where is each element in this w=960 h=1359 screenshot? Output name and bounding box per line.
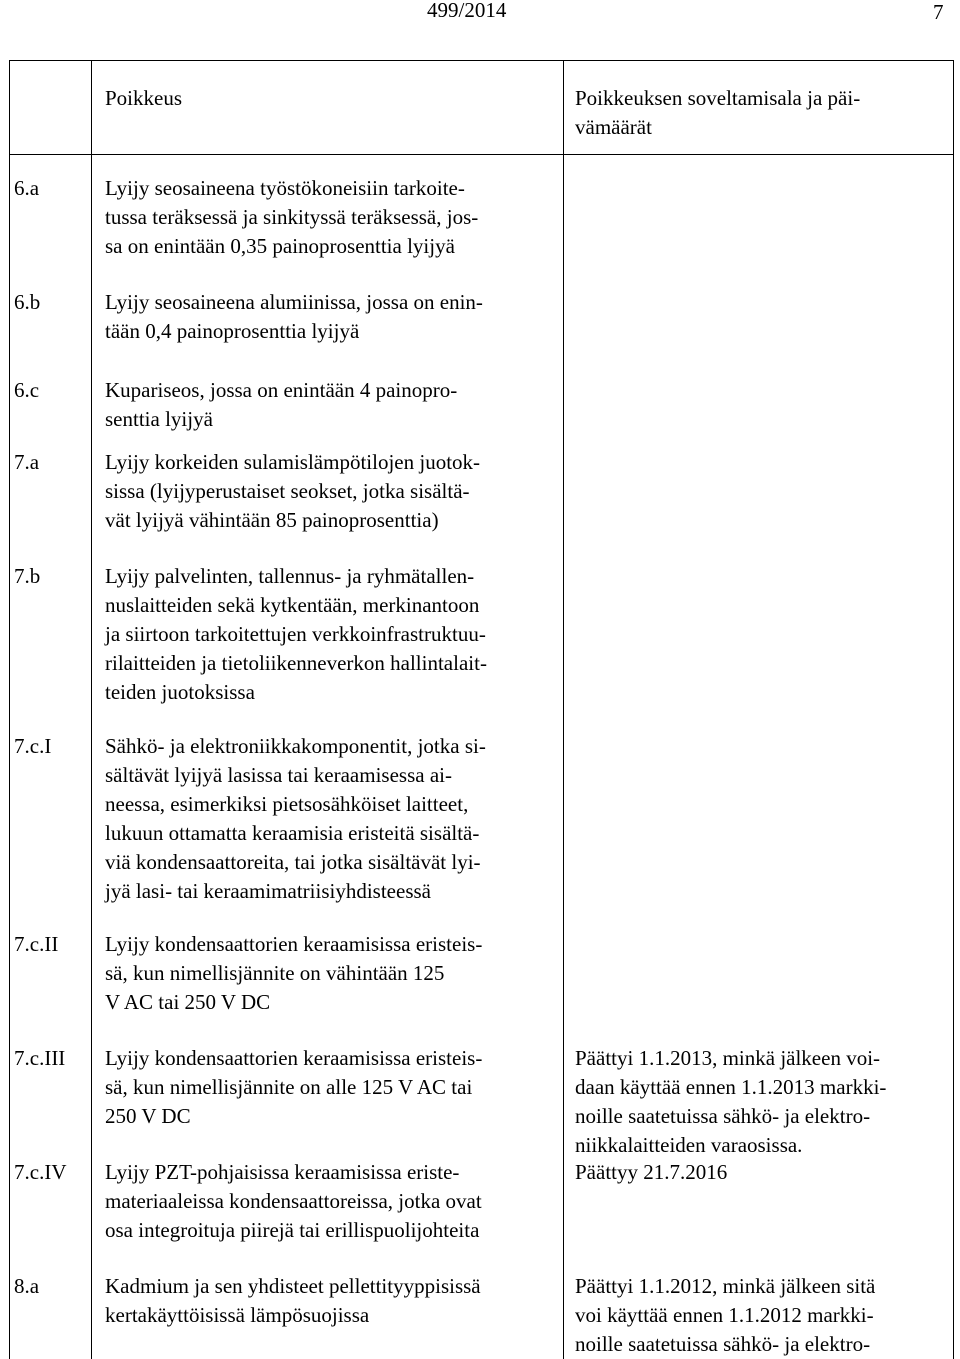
description-line: tään 0,4 painoprosenttia lyijyä [105, 319, 360, 343]
description-line: sä, kun nimellisjännite on alle 125 V AC tai [105, 1075, 473, 1099]
row-code: 6.b [14, 290, 41, 314]
row-description [105, 930, 550, 1017]
description-line: Lyijy seosaineena työstökoneisiin tarkoite- [105, 176, 465, 200]
description-line: Lyijy korkeiden sulamislämpötilojen juotok- [105, 450, 481, 474]
description-line: vät lyijyä vähintään 85 painoprosenttia) [105, 508, 439, 532]
row-description [105, 1044, 550, 1131]
document-number: 499/2014 [427, 0, 507, 22]
table-border-right [953, 60, 954, 1359]
row-code: 7.c.III [14, 1046, 66, 1070]
description-line: sä, kun nimellisjännite on vähintään 125 [105, 961, 445, 985]
description-line: Lyijy palvelinten, tallennus- ja ryhmätallen- [105, 564, 475, 588]
description-line: osa integroituja piirejä tai erillispuolijohteita [105, 1218, 480, 1242]
column-header-exception: Poikkeus [105, 86, 183, 110]
description-line: Kupariseos, jossa on enintään 4 painopro- [105, 378, 458, 402]
description-line: Sähkö- ja elektroniikkakomponentit, jotka si- [105, 734, 486, 758]
table-header-divider [9, 154, 954, 155]
row-description [105, 288, 550, 346]
column-header-scope-line: Poikkeuksen soveltamisala ja päi- [575, 86, 861, 110]
row-description [105, 562, 550, 707]
row-code: 6.a [14, 176, 40, 200]
description-line: Kadmium ja sen yhdisteet pellettityyppisissä [105, 1274, 481, 1298]
description-line: Lyijy kondensaattorien keraamisissa eristeis- [105, 1046, 483, 1070]
description-line: materiaaleissa kondensaattoreissa, jotka ovat [105, 1189, 482, 1213]
description-line: tussa teräksessä ja sinkityssä teräksessä, jos- [105, 205, 479, 229]
description-line: Lyijy kondensaattorien keraamisissa eristeis- [105, 932, 483, 956]
row-code: 7.c.IV [14, 1160, 67, 1184]
column-header-scope-line: vämäärät [575, 115, 652, 139]
table-column-divider-2 [563, 60, 564, 1359]
description-line: teiden juotoksissa [105, 680, 255, 704]
row-description [105, 732, 550, 906]
row-code: 8.a [14, 1274, 40, 1298]
scope-line: niikkalaitteiden varaosissa. [575, 1133, 803, 1157]
description-line: V AC tai 250 V DC [105, 990, 271, 1014]
description-line: ja siirtoon tarkoitettujen verkkoinfrastruktuu- [105, 622, 486, 646]
scope-line: voi käyttää ennen 1.1.2012 markki- [575, 1303, 874, 1327]
column-header-scope [575, 84, 935, 142]
scope-line: Päättyi 1.1.2013, minkä jälkeen voi- [575, 1046, 881, 1070]
table-border-left [9, 60, 10, 1359]
row-scope [575, 1158, 935, 1187]
row-code: 6.c [14, 378, 40, 402]
scope-line: noille saatetuissa sähkö- ja elektro- [575, 1104, 871, 1128]
table-border-top [9, 60, 954, 61]
description-line: jyä lasi- tai keraamimatriisiyhdisteessä [105, 879, 431, 903]
row-description [105, 174, 550, 261]
row-scope [575, 1044, 935, 1160]
description-line: neessa, esimerkiksi pietsosähköiset laitteet, [105, 792, 469, 816]
scope-line: Päättyy 21.7.2016 [575, 1160, 728, 1184]
description-line: sältävät lyijyä lasissa tai keraamisessa ai- [105, 763, 452, 787]
scope-line: daan käyttää ennen 1.1.2013 markki- [575, 1075, 887, 1099]
description-line: kertakäyttöisissä lämpösuojissa [105, 1303, 370, 1327]
description-line: 250 V DC [105, 1104, 191, 1128]
row-code: 7.c.I [14, 734, 52, 758]
row-code: 7.a [14, 450, 40, 474]
description-line: sa on enintään 0,35 painoprosenttia lyijyä [105, 234, 455, 258]
page-number: 7 [933, 0, 944, 24]
description-line: rilaitteiden ja tietoliikenneverkon hallintalait- [105, 651, 487, 675]
page-header [0, 0, 960, 30]
description-line: viä kondensaattoreita, tai jotka sisältävät lyi- [105, 850, 481, 874]
row-scope [575, 1272, 935, 1359]
description-line: sissa (lyijyperustaiset seokset, jotka sisältä- [105, 479, 470, 503]
scope-line: Päättyi 1.1.2012, minkä jälkeen sitä [575, 1274, 876, 1298]
description-line: nuslaitteiden sekä kytkentään, merkinantoon [105, 593, 480, 617]
description-line: Lyijy PZT-pohjaisissa keraamisissa eriste- [105, 1160, 460, 1184]
row-code: 7.c.II [14, 932, 59, 956]
row-description [105, 1158, 550, 1245]
scope-line: noille saatetuissa sähkö- ja elektro- [575, 1332, 871, 1356]
description-line: senttia lyijyä [105, 407, 213, 431]
description-line: Lyijy seosaineena alumiinissa, jossa on enin- [105, 290, 483, 314]
row-description [105, 376, 550, 434]
description-line: lukuun ottamatta keraamisia eristeitä sisältä- [105, 821, 480, 845]
row-code: 7.b [14, 564, 41, 588]
row-description [105, 448, 550, 535]
row-description [105, 1272, 550, 1330]
table-column-divider-1 [91, 60, 92, 1359]
